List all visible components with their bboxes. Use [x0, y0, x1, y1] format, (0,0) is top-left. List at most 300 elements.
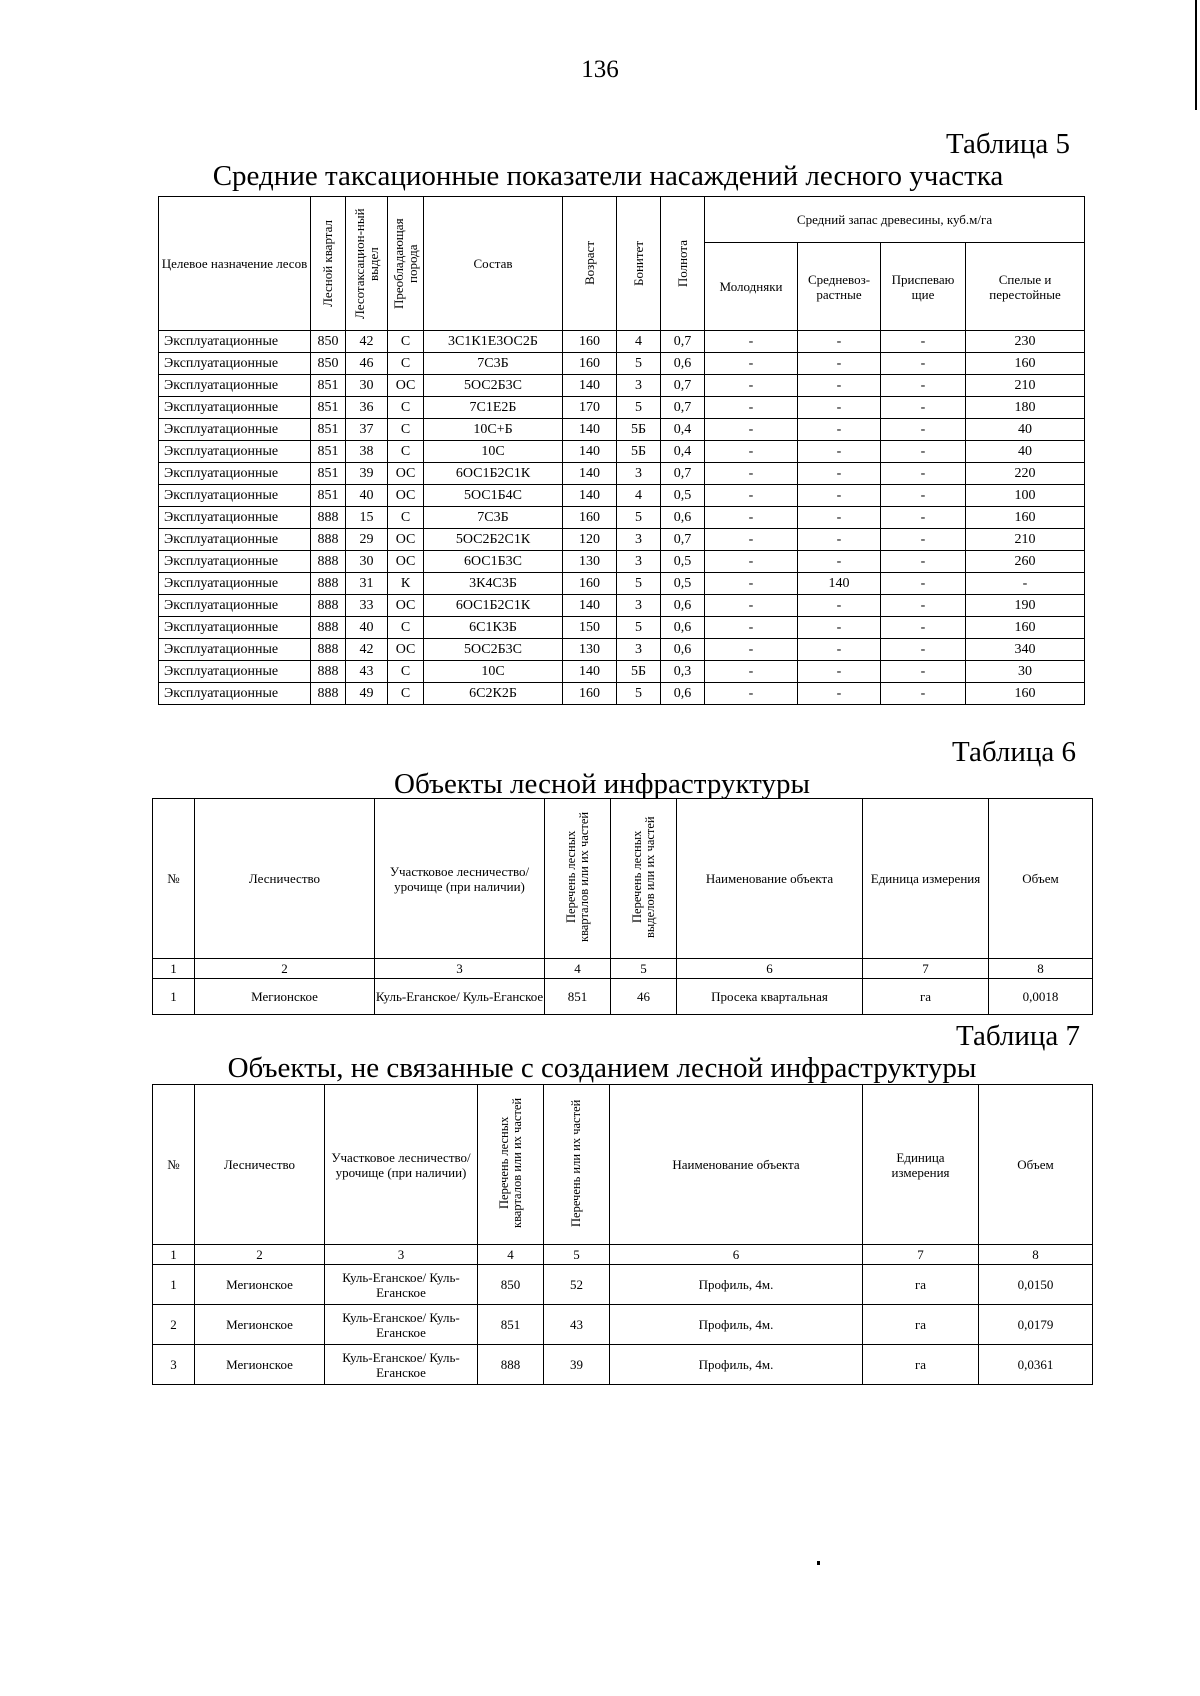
table-cell: 851 [311, 463, 346, 485]
table-cell: 888 [311, 639, 346, 661]
table-cell: 888 [311, 573, 346, 595]
page-number: 136 [581, 56, 619, 83]
table-cell: Эксплуатационные [159, 463, 311, 485]
table-cell: 0,4 [661, 419, 705, 441]
table-cell: - [798, 441, 881, 463]
table-cell: 0,7 [661, 463, 705, 485]
table-cell: 140 [563, 595, 617, 617]
table-cell: 851 [311, 375, 346, 397]
table-cell: - [881, 617, 966, 639]
scan-edge-mark [1195, 0, 1197, 110]
header-vertical-text: Перечень лесных выделов или их частей [629, 816, 657, 938]
table-cell: - [798, 683, 881, 705]
table-cell: С [388, 441, 424, 463]
table-cell: - [705, 551, 798, 573]
table-cell: 3 [617, 595, 661, 617]
table-cell: 160 [966, 353, 1085, 375]
header-cell [545, 799, 611, 959]
column-number: 2 [195, 1245, 325, 1265]
table-cell: 7С1Е2Б [424, 397, 563, 419]
table-cell: 10С [424, 441, 563, 463]
table-cell: 140 [563, 375, 617, 397]
table-cell: - [798, 617, 881, 639]
header-bonitet-text: Бонитет [630, 240, 646, 286]
table-cell: 0,3 [661, 661, 705, 683]
table-cell: - [881, 551, 966, 573]
table-cell: - [798, 661, 881, 683]
table-cell: 42 [346, 639, 388, 661]
header-composition: Состав [424, 197, 563, 331]
table-cell: - [881, 683, 966, 705]
table-cell: 850 [478, 1265, 544, 1305]
table-cell: 851 [311, 419, 346, 441]
table-cell: 40 [966, 419, 1085, 441]
table-cell: 40 [966, 441, 1085, 463]
table-cell: Куль-Еганское/ Куль-Еганское [375, 979, 545, 1015]
table-cell: га [863, 1305, 979, 1345]
table-cell: га [863, 1265, 979, 1305]
column-number: 7 [863, 1245, 979, 1265]
table-cell: - [881, 463, 966, 485]
header-cell: Объем [989, 799, 1093, 959]
table6-title: Объекты лесной инфраструктуры [394, 768, 810, 800]
table-cell: ОС [388, 529, 424, 551]
table-cell: 31 [346, 573, 388, 595]
table6 [152, 798, 1093, 1015]
table-cell: - [705, 683, 798, 705]
table-cell: Куль-Еганское/ Куль-Еганское [325, 1265, 478, 1305]
table-cell: 1 [153, 979, 195, 1015]
header-unit-text: Лесотаксацион-ный выдел [351, 208, 381, 319]
header-cell: Объем [979, 1085, 1093, 1245]
table-cell: 29 [346, 529, 388, 551]
table-cell: С [388, 397, 424, 419]
table-cell: 2 [153, 1305, 195, 1345]
table-cell: Эксплуатационные [159, 331, 311, 353]
table-cell: 0,6 [661, 595, 705, 617]
table-cell: 160 [563, 353, 617, 375]
table-cell: Эксплуатационные [159, 419, 311, 441]
table-cell: Профиль, 4м. [610, 1265, 863, 1305]
header-cell [611, 799, 677, 959]
table-cell: 190 [966, 595, 1085, 617]
table-cell: 3 [617, 529, 661, 551]
table-cell: Профиль, 4м. [610, 1305, 863, 1345]
table-cell: - [881, 441, 966, 463]
table-row [159, 551, 1085, 573]
table-row [153, 1305, 1093, 1345]
table-cell: 160 [966, 617, 1085, 639]
column-number: 5 [544, 1245, 610, 1265]
table-row [159, 353, 1085, 375]
table-cell: - [881, 529, 966, 551]
table-cell: 37 [346, 419, 388, 441]
table-row [159, 485, 1085, 507]
table-cell: 46 [611, 979, 677, 1015]
table-cell: - [881, 639, 966, 661]
table-cell: 888 [478, 1345, 544, 1385]
table-cell: 220 [966, 463, 1085, 485]
table-cell: - [705, 485, 798, 507]
table-cell: 39 [346, 463, 388, 485]
table-cell: Эксплуатационные [159, 485, 311, 507]
table-cell: 6С2К2Б [424, 683, 563, 705]
table-cell: Эксплуатационные [159, 353, 311, 375]
table-cell: 10С+Б [424, 419, 563, 441]
table-cell: - [705, 353, 798, 375]
table-cell: Эксплуатационные [159, 573, 311, 595]
header-cell: Участковое лесничество/ урочище (при наличии) [375, 799, 545, 959]
table-cell: 3 [617, 639, 661, 661]
header-middle: Средневоз-растные [798, 243, 881, 331]
table-cell: 49 [346, 683, 388, 705]
table-cell: Куль-Еганское/ Куль-Еганское [325, 1345, 478, 1385]
table-cell: 340 [966, 639, 1085, 661]
header-vertical-text: Перечень лесных кварталов или их частей [496, 1097, 524, 1229]
header-cell: Наименование объекта [610, 1085, 863, 1245]
table-cell: 0,6 [661, 617, 705, 639]
table-cell: - [705, 507, 798, 529]
table-cell: 210 [966, 529, 1085, 551]
table-cell: 3С1К1Е3ОС2Б [424, 331, 563, 353]
table-cell: К [388, 573, 424, 595]
table-row [159, 463, 1085, 485]
table-cell: С [388, 353, 424, 375]
table-cell: - [705, 639, 798, 661]
table-cell: ОС [388, 595, 424, 617]
table-cell: 5ОС1Б4С [424, 485, 563, 507]
table-cell: 0,0150 [979, 1265, 1093, 1305]
table-cell: 7С3Б [424, 507, 563, 529]
table-cell: га [863, 1345, 979, 1385]
table-cell: 0,6 [661, 353, 705, 375]
column-number: 3 [325, 1245, 478, 1265]
header-ripening: Приспеваю щие [881, 243, 966, 331]
table-cell: Эксплуатационные [159, 397, 311, 419]
table-cell: 888 [311, 683, 346, 705]
table-cell: 0,5 [661, 485, 705, 507]
table-cell: 5 [617, 507, 661, 529]
table-row [153, 979, 1093, 1015]
table-cell: 46 [346, 353, 388, 375]
table-cell: С [388, 661, 424, 683]
table-cell: 1 [153, 1265, 195, 1305]
table-cell: 160 [563, 683, 617, 705]
table-cell: 0,5 [661, 573, 705, 595]
table-cell: 0,7 [661, 375, 705, 397]
table-cell: - [705, 397, 798, 419]
table-cell: 160 [966, 683, 1085, 705]
table-cell: 140 [563, 463, 617, 485]
column-number: 6 [677, 959, 863, 979]
table-cell: 851 [311, 485, 346, 507]
table-cell: - [705, 419, 798, 441]
table-cell: 150 [563, 617, 617, 639]
table-cell: - [881, 573, 966, 595]
table5-label: Таблица 5 [945, 128, 1070, 160]
table-cell: 888 [311, 617, 346, 639]
table-cell: 30 [966, 661, 1085, 683]
table-cell: Эксплуатационные [159, 551, 311, 573]
table-cell: Мегионское [195, 979, 375, 1015]
column-number: 1 [153, 959, 195, 979]
table-cell: 210 [966, 375, 1085, 397]
table-cell: ОС [388, 485, 424, 507]
header-species [388, 197, 424, 331]
table-cell: 3К4С3Б [424, 573, 563, 595]
table-cell: - [705, 441, 798, 463]
table-cell: Эксплуатационные [159, 441, 311, 463]
table-cell: Эксплуатационные [159, 507, 311, 529]
table-cell: Куль-Еганское/ Куль-Еганское [325, 1305, 478, 1345]
table5-title: Средние таксационные показатели насаждений лесного участка [212, 160, 1004, 192]
table-cell: 5ОС2Б3С [424, 375, 563, 397]
table-cell: - [881, 485, 966, 507]
table-cell: С [388, 617, 424, 639]
table-row [153, 1345, 1093, 1385]
table-cell: 5Б [617, 441, 661, 463]
table-cell: - [966, 573, 1085, 595]
header-cell: № [153, 799, 195, 959]
table-cell: 30 [346, 375, 388, 397]
scan-dot-mark [817, 1561, 820, 1565]
table-cell: - [705, 661, 798, 683]
header-cell: Лесничество [195, 799, 375, 959]
column-number: 2 [195, 959, 375, 979]
table-cell: С [388, 419, 424, 441]
table-cell: - [798, 463, 881, 485]
table-cell: - [798, 375, 881, 397]
table-cell: Мегионское [195, 1305, 325, 1345]
table-cell: Эксплуатационные [159, 529, 311, 551]
table-cell: - [881, 331, 966, 353]
column-number: 3 [375, 959, 545, 979]
table6-label: Таблица 6 [951, 736, 1076, 768]
table-cell: 851 [311, 397, 346, 419]
column-number: 1 [153, 1245, 195, 1265]
table-cell: ОС [388, 551, 424, 573]
table-cell: 851 [311, 441, 346, 463]
table-cell: - [705, 331, 798, 353]
table-cell: С [388, 507, 424, 529]
table-cell: 10С [424, 661, 563, 683]
table-cell: 33 [346, 595, 388, 617]
table-cell: - [881, 507, 966, 529]
table-cell: 160 [563, 507, 617, 529]
table-cell: 6ОС1Б2С1К [424, 463, 563, 485]
table5 [158, 196, 1085, 705]
table-cell: 5ОС2Б2С1К [424, 529, 563, 551]
table-cell: ОС [388, 463, 424, 485]
table-cell: - [798, 485, 881, 507]
table-cell: Эксплуатационные [159, 683, 311, 705]
table-cell: 5 [617, 573, 661, 595]
header-young: Молодняки [705, 243, 798, 331]
column-number: 4 [478, 1245, 544, 1265]
table-cell: Эксплуатационные [159, 595, 311, 617]
table-cell: 851 [478, 1305, 544, 1345]
table-cell: 5Б [617, 419, 661, 441]
table-cell: 52 [544, 1265, 610, 1305]
table-cell: 850 [311, 353, 346, 375]
table-cell: Просека квартальная [677, 979, 863, 1015]
table-cell: Эксплуатационные [159, 375, 311, 397]
table-cell: 5 [617, 617, 661, 639]
table-cell: 6ОС1Б2С1К [424, 595, 563, 617]
table-cell: 6С1К3Б [424, 617, 563, 639]
table-cell: ОС [388, 375, 424, 397]
table-cell: 43 [544, 1305, 610, 1345]
table-cell: 140 [563, 661, 617, 683]
table-cell: 888 [311, 507, 346, 529]
table-cell: 140 [563, 485, 617, 507]
table-cell: Эксплуатационные [159, 617, 311, 639]
header-stock-group: Средний запас древесины, куб.м/га [705, 197, 1085, 243]
header-age-text: Возраст [581, 241, 597, 286]
header-density [661, 197, 705, 331]
table-cell: 130 [563, 639, 617, 661]
header-quarter-text: Лесной квартал [320, 220, 335, 307]
table-cell: 0,7 [661, 529, 705, 551]
table-cell: 888 [311, 551, 346, 573]
table7-label: Таблица 7 [955, 1020, 1080, 1052]
table-cell: 160 [966, 507, 1085, 529]
table-cell: 888 [311, 661, 346, 683]
table-cell: 0,0018 [989, 979, 1093, 1015]
table-cell: 170 [563, 397, 617, 419]
table-cell: - [705, 595, 798, 617]
table-row [159, 331, 1085, 353]
header-unit [346, 197, 388, 331]
header-quarter [311, 197, 346, 331]
table-cell: 5 [617, 397, 661, 419]
table-cell: 3 [617, 551, 661, 573]
table-cell: 140 [563, 419, 617, 441]
table-row [159, 595, 1085, 617]
table-cell: 100 [966, 485, 1085, 507]
table-cell: - [798, 419, 881, 441]
table-cell: - [798, 397, 881, 419]
table-cell: 230 [966, 331, 1085, 353]
table-cell: - [798, 551, 881, 573]
column-number: 7 [863, 959, 989, 979]
table-cell: Мегионское [195, 1265, 325, 1305]
table-cell: 3 [153, 1345, 195, 1385]
table-cell: 0,0179 [979, 1305, 1093, 1345]
table-cell: 160 [563, 331, 617, 353]
header-cell: Наименование объекта [677, 799, 863, 959]
table-cell: 5 [617, 353, 661, 375]
table-cell: - [705, 573, 798, 595]
table-cell: 6ОС1Б3С [424, 551, 563, 573]
table-cell: 15 [346, 507, 388, 529]
table-cell: Эксплуатационные [159, 661, 311, 683]
header-vertical-text: Перечень лесных кварталов или их частей [563, 811, 591, 943]
table-cell: 0,0361 [979, 1345, 1093, 1385]
table-row [159, 507, 1085, 529]
table-cell: - [705, 463, 798, 485]
table-cell: - [798, 595, 881, 617]
table-row [159, 639, 1085, 661]
table-cell: 4 [617, 485, 661, 507]
table-cell: 0,7 [661, 397, 705, 419]
table-cell: 888 [311, 529, 346, 551]
table-row [159, 683, 1085, 705]
table-cell: 5 [617, 683, 661, 705]
table-cell: 0,6 [661, 683, 705, 705]
table-cell: 888 [311, 595, 346, 617]
header-cell: Участковое лесничество/ урочище (при наличии) [325, 1085, 478, 1245]
header-purpose: Целевое назначение лесов [159, 197, 311, 331]
header-cell [544, 1085, 610, 1245]
table-cell: 850 [311, 331, 346, 353]
table-cell: 43 [346, 661, 388, 683]
table-row [159, 573, 1085, 595]
table-cell: 5Б [617, 661, 661, 683]
table-row [159, 529, 1085, 551]
table-cell: Эксплуатационные [159, 639, 311, 661]
table-cell: 5ОС2Б3С [424, 639, 563, 661]
table7 [152, 1084, 1093, 1385]
table-cell: 140 [798, 573, 881, 595]
table-cell: 30 [346, 551, 388, 573]
column-number: 6 [610, 1245, 863, 1265]
table-cell: 260 [966, 551, 1085, 573]
table-cell: - [881, 353, 966, 375]
table-cell: - [798, 639, 881, 661]
header-species-text: Преобладающая порода [390, 218, 420, 309]
table-cell: 180 [966, 397, 1085, 419]
table-cell: С [388, 683, 424, 705]
table-cell: - [705, 375, 798, 397]
table-cell: 3 [617, 463, 661, 485]
table-row [159, 617, 1085, 639]
table-cell: 130 [563, 551, 617, 573]
table7-title: Объекты, не связанные с созданием лесной инфраструктуры [227, 1052, 977, 1084]
table-row [159, 441, 1085, 463]
table-cell: - [881, 595, 966, 617]
table-cell: 140 [563, 441, 617, 463]
table-cell: 42 [346, 331, 388, 353]
table-cell: - [798, 353, 881, 375]
table-cell: - [881, 661, 966, 683]
header-bonitet [617, 197, 661, 331]
table-cell: Профиль, 4м. [610, 1345, 863, 1385]
table-cell: 160 [563, 573, 617, 595]
table-cell: 0,6 [661, 639, 705, 661]
header-density-text: Полнота [674, 239, 690, 288]
table-cell: С [388, 331, 424, 353]
table-row [159, 661, 1085, 683]
table-cell: га [863, 979, 989, 1015]
table-cell: - [798, 507, 881, 529]
table-cell: ОС [388, 639, 424, 661]
table-cell: 40 [346, 617, 388, 639]
table-cell: - [798, 331, 881, 353]
column-number: 4 [545, 959, 611, 979]
table-cell: - [881, 397, 966, 419]
header-cell: Единица измерения [863, 799, 989, 959]
table-cell: Мегионское [195, 1345, 325, 1385]
table-row [159, 397, 1085, 419]
header-cell: Единица измерения [863, 1085, 979, 1245]
table-cell: 38 [346, 441, 388, 463]
table-cell: 36 [346, 397, 388, 419]
table-cell: 3 [617, 375, 661, 397]
table-cell: 4 [617, 331, 661, 353]
table-cell: - [705, 529, 798, 551]
table-cell: 0,5 [661, 551, 705, 573]
